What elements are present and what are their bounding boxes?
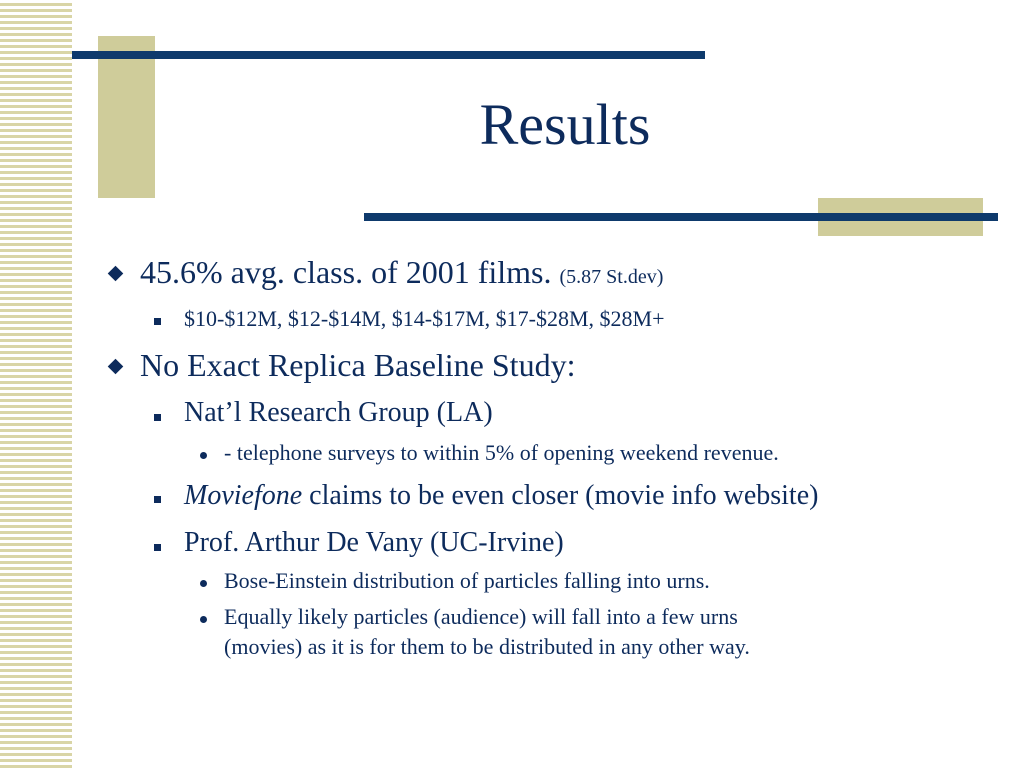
- slide-title: Results: [479, 92, 651, 157]
- bullet-2-text: No Exact Replica Baseline Study:: [140, 347, 576, 383]
- bullet-1: [140, 254, 663, 291]
- square-bullet-icon: [154, 496, 161, 503]
- square-bullet-icon: [154, 414, 161, 421]
- bullet-2-sub-1: Nat’l Research Group (LA): [184, 397, 493, 428]
- bullet-2-sub-3-sub-2-line-1: Equally likely particles (audience) will fall into a few urns: [224, 604, 738, 629]
- bullet-1-text: 45.6% avg. class. of 2001 films.: [140, 254, 552, 290]
- bullet-2-sub-1-sub-1: - telephone surveys to within 5% of opening weekend revenue.: [224, 440, 779, 465]
- bullet-2-sub-2-italic: Moviefone: [184, 480, 303, 511]
- bullet-2-sub-2-text: claims to be even closer (movie info website): [309, 480, 819, 511]
- bullet-1-note: (5.87 St.dev): [559, 266, 664, 288]
- square-bullet-icon: [154, 318, 161, 325]
- diamond-bullet-icon: [108, 266, 124, 282]
- dot-bullet-icon: [200, 580, 207, 587]
- bullet-2-sub-3-sub-2-line-2: (movies) as it is for them to be distributed in any other way.: [224, 634, 750, 659]
- bullet-2-sub-3: Prof. Arthur De Vany (UC-Irvine): [184, 527, 564, 558]
- bullet-2-sub-3-sub-1: Bose-Einstein distribution of particles falling into urns.: [224, 568, 710, 593]
- diamond-bullet-icon: [108, 359, 124, 375]
- bullet-2-sub-2: [184, 480, 818, 512]
- square-bullet-icon: [154, 544, 161, 551]
- dot-bullet-icon: [200, 616, 207, 623]
- dot-bullet-icon: [200, 452, 207, 459]
- bullet-1-sub-1: $10-$12M, $12-$14M, $14-$17M, $17-$28M, $28M+: [184, 306, 665, 331]
